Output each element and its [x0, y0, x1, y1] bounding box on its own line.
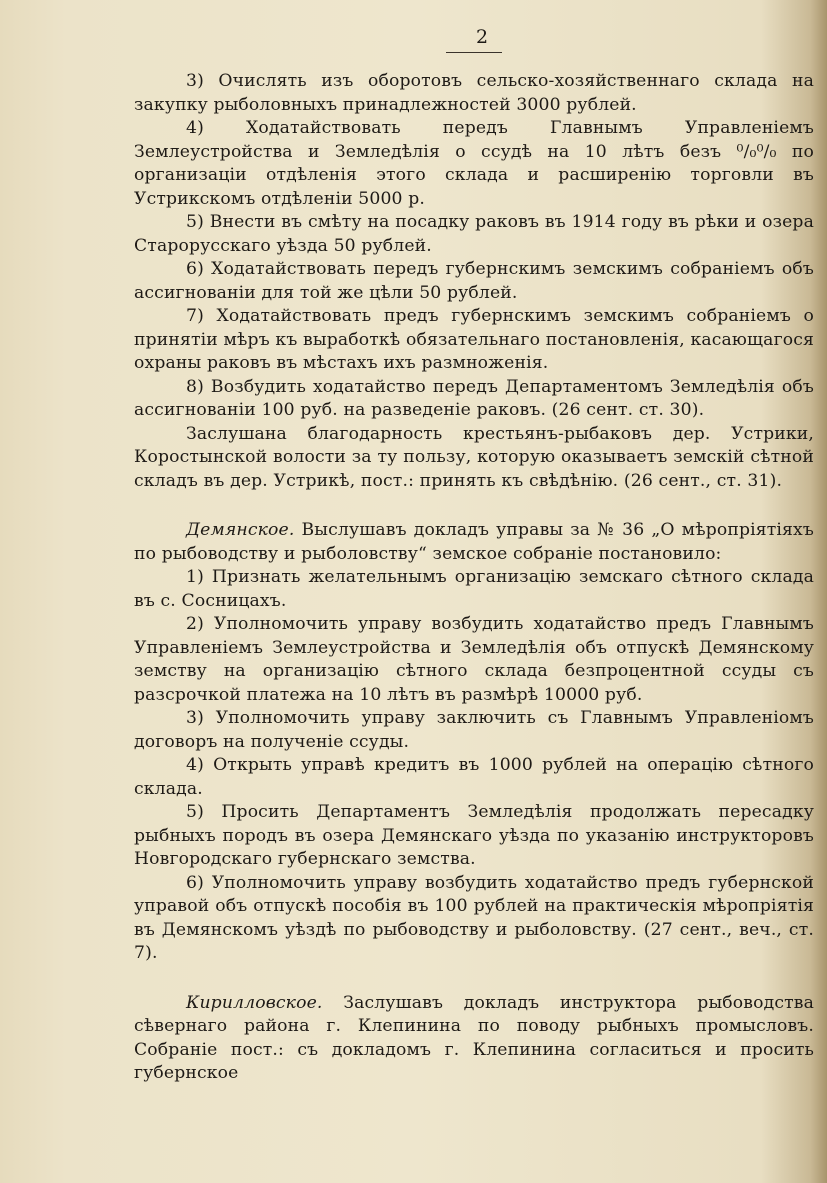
paragraph: 3) Уполномочить управу заключить съ Главнымъ Управленіомъ договоръ на полученіе ссуды. [134, 708, 814, 752]
paragraph: 1) Признать желательнымъ организацію земскаго сѣтного склада въ с. Сосницахъ. [134, 567, 814, 611]
section-demyansk [134, 519, 814, 566]
section-kirillov [134, 992, 814, 1086]
paragraph: 5) Просить Департаментъ Земледѣлія продолжать пересадку рыбныхъ породъ въ озера Демянскаго уѣзда по указанію инструкторовъ Новгородскаго губернскаго земства. [134, 802, 814, 869]
paragraph: 4) Ходатайствовать передъ Главнымъ Управленіемъ Землеустройства и Земледѣлія о ссудѣ на 10 лѣтъ безъ ⁰/₀⁰/₀ по организаціи отдѣленія этого склада и расширенію торговли въ Устрикскомъ отдѣленіи 5000 р. [134, 118, 814, 209]
paragraph: Заслушана благодарность крестьянъ-рыбаковъ дер. Устрики, Коростынской волости за ту пользу, которую оказываетъ земскій сѣтной складъ въ дер. Устрикѣ, пост.: принять къ свѣдѣнію. (26 сент., ст. 31). [134, 423, 814, 491]
paragraph: 4) Открыть управѣ кредитъ въ 1000 рублей на операцію сѣтного склада. [134, 755, 814, 799]
page-number: 2 [475, 26, 489, 48]
page-number-rule [446, 52, 502, 53]
paragraph: 2) Уполномочить управу возбудить ходатайство предъ Главнымъ Управленіемъ Землеустройства и Земледѣлія объ отпускѣ Демянскому земству на организацію сѣтного склада безпроцентной ссуды съ разсрочкой платежа на 10 лѣтъ въ размѣрѣ 10000 руб. [134, 614, 814, 705]
section-title: Демянское. [186, 520, 295, 540]
section-title: Кирилловское. [186, 992, 323, 1013]
paragraph: 3) Очислять изъ оборотовъ сельско-хозяйственнаго склада на закупку рыболовныхъ принадлежностей 3000 рублей. [134, 71, 814, 115]
paragraph: 6) Уполномочить управу возбудить ходатайство предъ губернской управой объ отпускѣ пособія въ 100 рублей на практическія мѣропріятія въ Демянскомъ уѣздѣ по рыбоводству и рыболовству. (27 сент., веч., ст. 7). [134, 872, 814, 963]
paragraph: 7) Ходатайствовать предъ губернскимъ земскимъ собраніемъ о принятіи мѣръ къ выработкѣ обязательнаго постановленія, касающагося охраны раковъ въ мѣстахъ ихъ размноженія. [134, 306, 814, 373]
paragraph: 8) Возбудить ходатайство передъ Департаментомъ Земледѣлія объ ассигнованіи 100 руб. на разведеніе раковъ. (26 сент. ст. 30). [134, 376, 814, 420]
section-intro: Выслушавъ докладъ управы за № 36 „О мѣропріятіяхъ по рыбоводству и рыболовству“ земское собраніе постановило: [134, 520, 814, 564]
paragraph: 5) Внести въ смѣту на посадку раковъ въ 1914 году въ рѣки и озера Старорусскаго уѣзда 50 рублей. [134, 212, 814, 256]
document-body [134, 70, 814, 1086]
section-intro: Заслушавъ докладъ инструктора рыбоводства сѣвернаго района г. Клепинина по поводу рыбныхъ промысловъ. Собраніе пост.: съ докладомъ г. Клепинина согласиться и просить губернское [134, 992, 814, 1083]
paragraph: 6) Ходатайствовать передъ губернскимъ земскимъ собраніемъ объ ассигнованіи для той же цѣли 50 рублей. [134, 259, 814, 303]
